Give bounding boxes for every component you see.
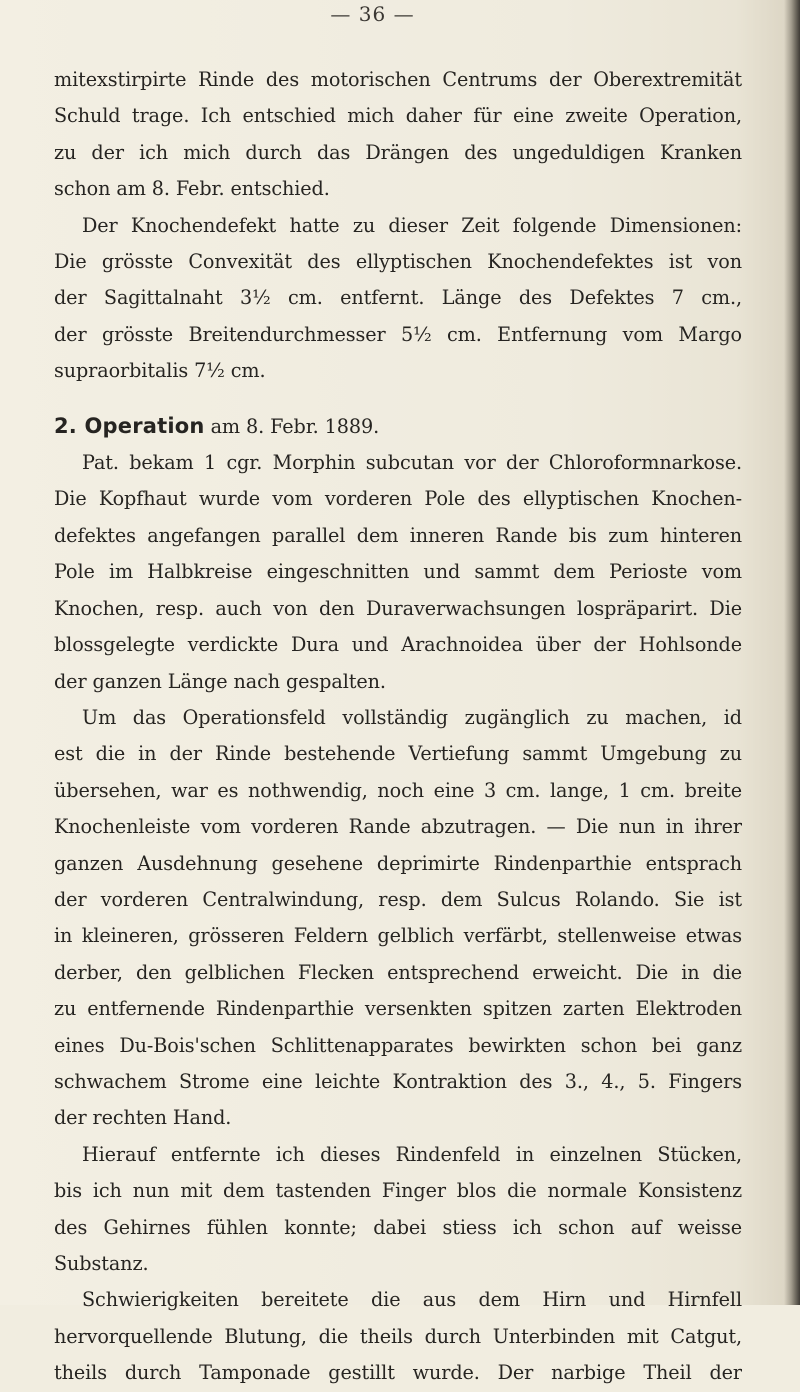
text-line: Schwierigkeiten bereitete die aus dem Hirn und Hirnfell xyxy=(82,1288,742,1312)
text-line: Knochen, resp. auch von den Duraverwachsungen lospräparirt. Die xyxy=(54,596,742,620)
text-line: Die Kopfhaut wurde vom vorderen Pole des ellyptischen Knochen- xyxy=(54,487,742,511)
text-line: Um das Operationsfeld vollständig zugänglich zu machen, id xyxy=(82,705,742,729)
text-line: der Sagittalnaht 3½ cm. entfernt. Länge des Defektes 7 cm., xyxy=(54,286,742,310)
text-line: der ganzen Länge nach gespalten. xyxy=(54,669,386,693)
text-line: der rechten Hand. xyxy=(54,1106,232,1130)
section-heading-date: am 8. Febr. 1889. xyxy=(210,414,380,438)
body-text xyxy=(54,62,742,1392)
text-line: Die grösste Convexität des ellyptischen Knochendefektes ist von xyxy=(54,250,742,274)
text-line: in kleineren, grösseren Feldern gelblich verfärbt, stellenweise etwas xyxy=(54,924,742,948)
text-line: bis ich nun mit dem tastenden Finger blos die normale Konsistenz xyxy=(54,1179,742,1203)
text-line: Pat. bekam 1 cgr. Morphin subcutan vor der Chloroformnarkose. xyxy=(82,451,742,475)
text-line: der grösste Breitendurchmesser 5½ cm. Entfernung vom Margo xyxy=(54,322,742,346)
text-line: Schuld trage. Ich entschied mich daher für eine zweite Operation, xyxy=(54,104,742,128)
text-line: hervorquellende Blutung, die theils durch Unterbinden mit Catgut, xyxy=(54,1324,742,1348)
text-line: blossgelegte verdickte Dura und Arachnoidea über der Hohlsonde xyxy=(54,633,742,657)
text-line: est die in der Rinde bestehende Vertiefung sammt Umgebung zu xyxy=(54,742,742,766)
text-line: zu entfernende Rindenparthie versenkten spitzen zarten Elektroden xyxy=(54,997,742,1021)
text-line: des Gehirnes fühlen konnte; dabei stiess ich schon auf weisse xyxy=(54,1215,742,1239)
text-line: ganzen Ausdehnung gesehene deprimirte Rindenparthie entsprach xyxy=(54,851,742,875)
text-line: übersehen, war es nothwendig, noch eine 3 cm. lange, 1 cm. breite xyxy=(54,778,742,802)
text-line: Knochenleiste vom vorderen Rande abzutragen. — Die nun in ihrer xyxy=(54,815,742,839)
text-line: defektes angefangen parallel dem inneren Rande bis zum hinteren xyxy=(54,523,742,547)
text-line: Pole im Halbkreise eingeschnitten und sammt dem Perioste vom xyxy=(54,560,742,584)
text-line: schon am 8. Febr. entschied. xyxy=(54,177,330,201)
section-heading-title: 2. Operation xyxy=(54,413,205,438)
text-line: mitexstirpirte Rinde des motorischen Centrums der Oberextremität xyxy=(54,68,742,91)
text-line: supraorbitalis 7½ cm. xyxy=(54,359,266,383)
text-line: derber, den gelblichen Flecken entsprechend erweicht. Die in die xyxy=(54,960,742,984)
text-line: der vorderen Centralwindung, resp. dem Sulcus Rolando. Sie ist xyxy=(54,887,742,911)
text-line: schwachem Strome eine leichte Kontraktion des 3., 4., 5. Fingers xyxy=(54,1069,742,1093)
text-line: theils durch Tamponade gestillt wurde. Der narbige Theil der xyxy=(54,1361,742,1385)
text-line: Substanz. xyxy=(54,1252,149,1275)
section-heading xyxy=(54,408,742,445)
text-line: Der Knochendefekt hatte zu dieser Zeit folgende Dimensionen: xyxy=(82,213,742,237)
page-number: — 36 — xyxy=(330,2,415,26)
text-line: eines Du-Bois'schen Schlittenapparates bewirkten schon bei ganz xyxy=(54,1033,742,1057)
text-line: Hierauf entfernte ich dieses Rindenfeld in einzelnen Stücken, xyxy=(82,1142,742,1166)
section-gap xyxy=(54,390,742,408)
page-edge-shadow xyxy=(784,0,800,1305)
text-line: zu der ich mich durch das Drängen des ungeduldigen Kranken xyxy=(54,140,742,164)
